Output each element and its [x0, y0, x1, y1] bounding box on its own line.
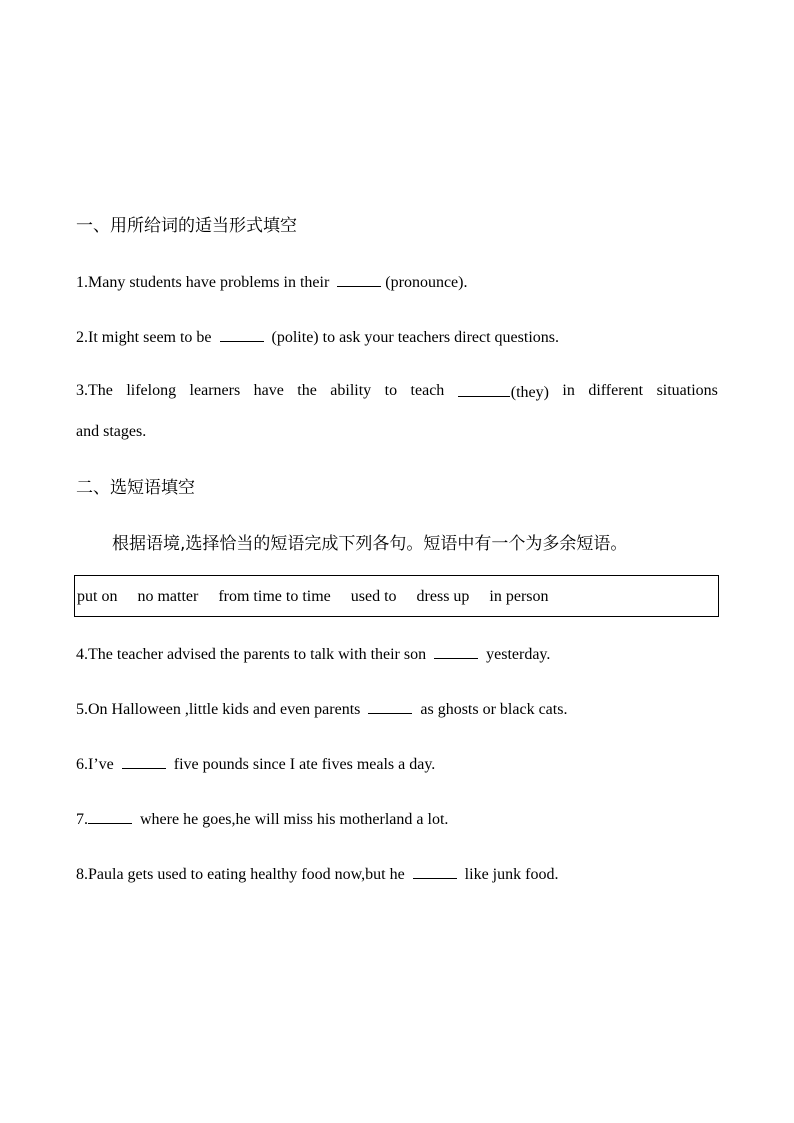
- q7-text-after: where he goes,he will miss his motherland a lot.: [140, 811, 449, 828]
- q5-text-after: as ghosts or black cats.: [420, 701, 568, 718]
- question-7: [76, 808, 718, 830]
- q3-word: situations: [656, 382, 718, 399]
- question-8: [76, 863, 718, 885]
- q3-word: teach: [410, 382, 445, 399]
- phrase-item: in person: [489, 588, 549, 605]
- q8-blank[interactable]: [413, 863, 457, 879]
- q6-text-after: five pounds since I ate fives meals a day.: [173, 756, 436, 773]
- q4-text-before: 4.The teacher advised the parents to talk with their son: [76, 646, 427, 663]
- q3-word: have: [253, 382, 284, 399]
- q6-text-before: 6.I’ve: [76, 756, 114, 773]
- q3-blank-group: [458, 381, 549, 403]
- q8-text-before: 8.Paula gets used to eating healthy food now,but he: [76, 866, 405, 883]
- q4-text-after: yesterday.: [486, 646, 551, 663]
- question-2: [76, 326, 718, 348]
- phrase-item: used to: [350, 588, 397, 605]
- q1-blank[interactable]: [337, 271, 381, 287]
- section2-instruction: 根据语境,选择恰当的短语完成下列各句。短语中有一个为多余短语。: [112, 534, 628, 554]
- q3-word: the: [297, 382, 317, 399]
- q2-blank[interactable]: [220, 326, 264, 342]
- q3-word: different: [588, 382, 644, 399]
- q3-word: 3.The: [76, 382, 113, 399]
- q6-blank[interactable]: [122, 753, 166, 769]
- section1-title: 一、用所给词的适当形式填空: [76, 216, 297, 236]
- question-5: [76, 698, 718, 720]
- question-4: [76, 643, 718, 665]
- q1-text-after: (pronounce).: [385, 274, 468, 291]
- q2-text-after: (polite) to ask your teachers direct questions.: [271, 329, 559, 346]
- phrase-item: dress up: [416, 588, 470, 605]
- q2-text-before: 2.It might seem to be: [76, 329, 212, 346]
- q3-word: to: [384, 382, 398, 399]
- q7-blank[interactable]: [88, 808, 132, 824]
- q3-word: lifelong: [126, 382, 177, 399]
- q7-text-before: 7.: [76, 811, 88, 828]
- question-1: [76, 271, 718, 293]
- phrase-item: no matter: [137, 588, 199, 605]
- q3-word: in: [562, 382, 575, 399]
- phrase-box: [74, 575, 719, 617]
- q4-blank[interactable]: [434, 643, 478, 659]
- section2-title: 二、选短语填空: [76, 478, 195, 498]
- phrase-item: from time to time: [218, 588, 331, 605]
- q5-blank[interactable]: [368, 698, 412, 714]
- phrase-item: put on: [77, 588, 118, 605]
- q3-word: learners: [189, 382, 241, 399]
- question-6: [76, 753, 718, 775]
- q3-word: ability: [330, 382, 372, 399]
- q3-word: (they): [510, 384, 549, 401]
- q5-text-before: 5.On Halloween ,little kids and even parents: [76, 701, 361, 718]
- q1-text-before: 1.Many students have problems in their: [76, 274, 330, 291]
- q8-text-after: like junk food.: [464, 866, 559, 883]
- q3-blank[interactable]: [458, 381, 510, 397]
- question-3-line-1: [76, 381, 718, 403]
- question-3-line-2: and stages.: [76, 423, 147, 440]
